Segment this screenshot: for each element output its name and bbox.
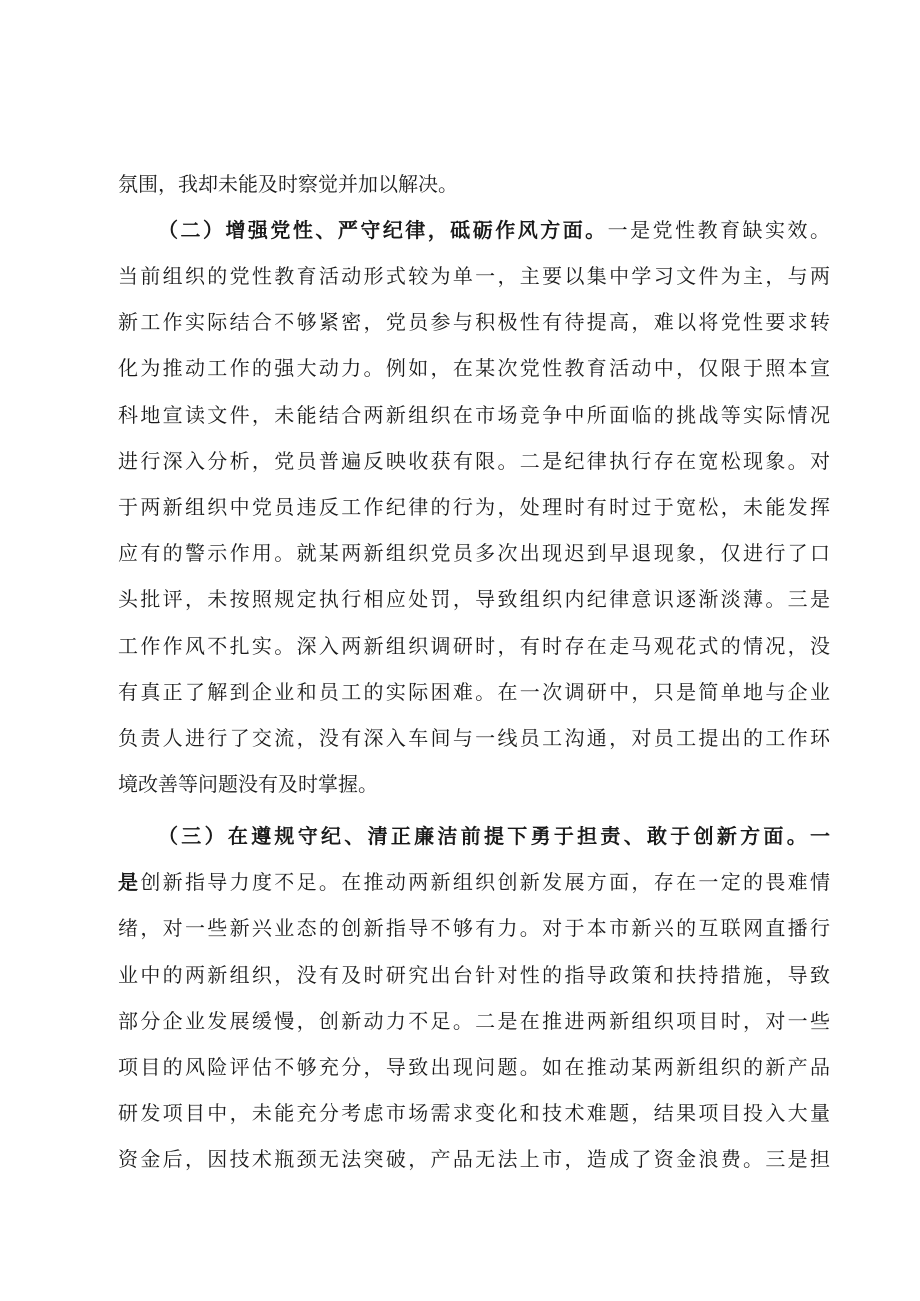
- text-span: 创新指导力度不足。在推动两新组织创新发展方面，存在一定的畏难情: [140, 870, 830, 894]
- text-line: 部分企业发展缓慢，创新动力不足。二是在推进两新组织项目时，对一些: [118, 1009, 830, 1033]
- section-heading-line: [158, 816, 830, 856]
- section-heading: （二）增强党性、严守纪律，砥砺作风方面。: [158, 218, 608, 242]
- text-line: 负责人进行了交流，没有深入车间与一线员工沟通，对员工提出的工作环: [118, 726, 830, 750]
- text-line: 境改善等问题没有及时掌握。: [118, 772, 378, 796]
- text-line: 氛围，我却未能及时察觉并加以解决。: [118, 172, 458, 196]
- section-heading-cont: 是: [118, 870, 141, 894]
- text-line: 业中的两新组织，没有及时研究出台针对性的指导政策和扶持措施，导致: [118, 963, 830, 987]
- text-line: 进行深入分析，党员普遍反映收获有限。二是纪律执行存在宽松现象。对: [118, 449, 830, 473]
- text-line: 有真正了解到企业和员工的实际困难。在一次调研中，只是简单地与企业: [118, 680, 830, 704]
- text-line: 资金后，因技术瓶颈无法突破，产品无法上市，造成了资金浪费。三是担: [118, 1147, 830, 1171]
- section-heading: （三）在遵规守纪、清正廉洁前提下勇于担责、敢于创新方面。一: [158, 824, 830, 848]
- text-line: 应有的警示作用。就某两新组织党员多次出现迟到早退现象，仅进行了口: [118, 541, 830, 565]
- text-line: 项目的风险评估不够充分，导致出现问题。如在推动某两新组织的新产品: [118, 1055, 830, 1079]
- text-line: 当前组织的党性教育活动形式较为单一，主要以集中学习文件为主，与两: [118, 264, 830, 288]
- text-line: 头批评，未按照规定执行相应处罚，导致组织内纪律意识逐渐淡薄。三是: [118, 587, 830, 611]
- section-heading-line: [158, 210, 830, 250]
- text-line: 化为推动工作的强大动力。例如，在某次党性教育活动中，仅限于照本宣: [118, 356, 830, 380]
- text-line: 工作作风不扎实。深入两新组织调研时，有时存在走马观花式的情况，没: [118, 634, 830, 658]
- text-line: 研发项目中，未能充分考虑市场需求变化和技术难题，结果项目投入大量: [118, 1101, 830, 1125]
- text-span: 一是党性教育缺实效。: [607, 218, 830, 242]
- text-line: 科地宣读文件，未能结合两新组织在市场竞争中所面临的挑战等实际情况: [118, 403, 830, 427]
- text-line: 绪，对一些新兴业态的创新指导不够有力。对于本市新兴的互联网直播行: [118, 916, 830, 940]
- text-line: 于两新组织中党员违反工作纪律的行为，处理时有时过于宽松，未能发挥: [118, 495, 830, 519]
- text-line: 新工作实际结合不够紧密，党员参与积极性有待提高，难以将党性要求转: [118, 310, 830, 334]
- text-line: [118, 862, 830, 902]
